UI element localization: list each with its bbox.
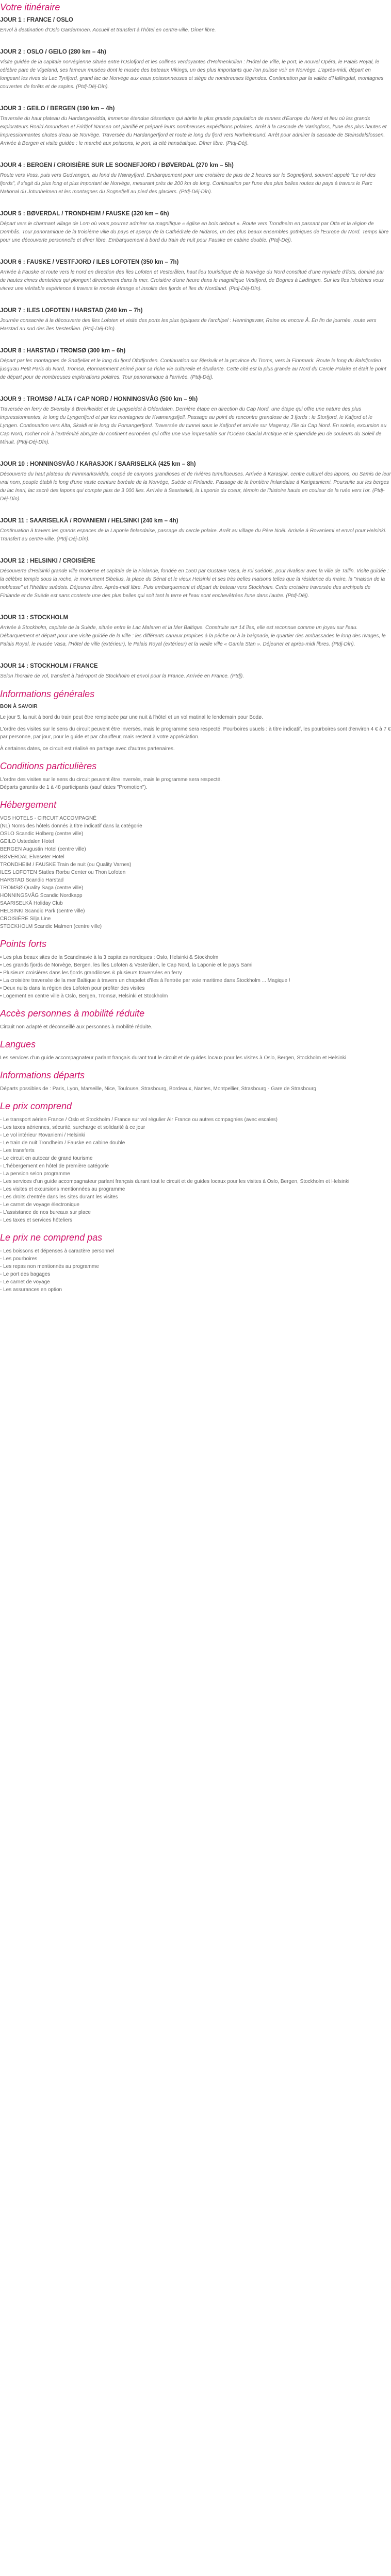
day-description: Arrivée à Stockholm, capitale de la Suède, située entre le Lac Malaren et la Mer Baltique. Construite sur 14 îles, elle est reconnue comme un joyau sur l'eau. Débarquement et départ pour une visite guidée de la ville : les différents canaux propices à la pêche ou à la baignade, le quartier des ambassades le long des rivages, le Palais Royal, le musée Vasa, l'Hôtel de ville (extérieur), le Palais Royal (extérieur) et la vieille ville « Gamla Stan ». Déjeuner et après-midi libres. (Ptdj-Dîn). (0, 625, 386, 647)
list-item: OSLO Scandic Holberg (centre ville) (0, 831, 84, 837)
info-paragraphs (0, 714, 391, 753)
included-list (0, 1116, 391, 1224)
highlights-list (0, 954, 391, 1000)
list-item: BERGEN Augustin Hotel (centre ville) (0, 846, 86, 852)
hotels-heading: Hébergement (0, 800, 57, 810)
list-item: TRONDHEIM / FAUSKE Train de nuit (ou Quality Varnes) (0, 862, 132, 868)
list-item: ILES LOFOTEN Statles Rorbu Center ou Thon Lofoten (0, 870, 126, 875)
list-item: • Logement en centre ville à Oslo, Bergen, Tromsø, Helsinki et Stockholm (0, 993, 168, 999)
list-item: - Le carnet de voyage électronique (0, 1202, 79, 1208)
list-item: STOCKHOLM Scandic Malmen (centre ville) (0, 924, 102, 929)
itinerary-day (0, 49, 391, 91)
day-description: Arrivée à Fauske et route vers le nord en direction des îles Lofoten et Vesterålen, haut lieu touristique de la Norvège du Nord constitué d'une myriade d'îlots, dominé par de hautes cimes dentelées qui plongent directement dans la mer. Croisière d'une heure dans le magnifique Vestfjord, de Bognes à Lødingen. Sur les îles lofotènes vous vivrez une véritable expérience à travers le monde étrange et insolite des fjords et îles du Nordland. (Ptdj-Déj-Dîn). (0, 269, 384, 292)
list-item: - Le circuit en autocar de grand tourisme (0, 1156, 93, 1161)
info-paragraph: À certaines dates, ce circuit est réalisé en partage avec d'autres partenaires. (0, 746, 175, 752)
list-item: - Le port des bagages (0, 1272, 51, 1277)
itinerary-day (0, 615, 391, 649)
itinerary-day (0, 558, 391, 600)
day-title: JOUR 5 : BØVERDAL / TRONDHEIM / FAUSKE (320 km – 6h) (0, 211, 169, 217)
day-description: Départ vers le charmant village de Lom où vous pourrez admirer sa magnifique « église en bois debout ». Route vers Trondheim en passant par Otta et la région de Dombås. Tour panoramique de la troisième ville du pays et aperçu de la Cathédrale de Nidaros, un des plus beaux ensembles gothiques de l'Europe du Nord. Temps libre pour une découverte personnelle et dîner libre. Embarquement à bord du train de nuit pour Fauske en cabine double. (Ptdj-Déj). (0, 221, 389, 243)
conditions-heading: Conditions particulières (0, 761, 97, 771)
departures-list (0, 1085, 391, 1093)
excluded-list (0, 1247, 391, 1294)
itinerary-heading: Votre itinéraire (0, 2, 60, 12)
day-description: Traversée en ferry de Svensby à Breivikeidet et de Lyngseidet à Olderdalen. Dernière étape en direction du Cap Nord, une étape qui offre une nature des plus impressionnantes, le long du Lyngenfjord et par les montagnes de Kvænangsfjell. Passage au point de rencontre grandiose de 3 fjords : le Storfjord, le Kafjord et le Lyngen. Continuation vers Alta, Skaidi et le long du Porsangerfjord. Traversée du tunnel sous le Kafjord et arrivée sur Magerøy, l'île du Cap Nord. En soirée, excursion au Cap Nord, rocher noir à l'extrémité abrupte du continent européen qui offre une vue imprenable sur l'Océan Glacial Arctique et le splendide jeu de couleurs du Soleil de Minuit. (Ptdj-Déj-Dîn). (0, 406, 387, 445)
day-title: JOUR 10 : HONNINGSVÅG / KARASJOK / SAARISELKÄ (425 km – 8h) (0, 461, 196, 467)
itinerary-day (0, 518, 391, 544)
day-description: Visite guidée de la capitale norvégienne située entre l'Oslofjord et les collines verdoyantes d'Holmenkollen : l'Hôtel de Ville, le port, le nouvel Opéra, le Palais Royal, le célèbre parc de Vigeland, ses fameux musées dont le musée des bateaux Vikings, un des plus importants que l'on puisse voir en Norvège. L'après-midi, départ en longeant les rives du Lac Tyrifjord, grand lac de Norvège aux eaux poissonneuses et siège de nombreuses légendes. Continuation par la vallée d'Hallingdal, montagnes couvertes de forêts et de sapins. (Ptdj-Déj-Dîn). (0, 59, 384, 90)
list-item: - Les taxes aériennes, sécurité, surcharge et solidarité à ce jour (0, 1125, 145, 1130)
list-item: - Les droits d'entrée dans les sites durant les visites (0, 1194, 118, 1200)
hotels-list (0, 815, 391, 930)
list-item: Circuit non adapté et déconseillé aux personnes à mobilité réduite. (0, 1024, 153, 1030)
list-item: - Les repas non mentionnés au programme (0, 1264, 99, 1269)
list-item: - Les boissons et dépenses à caractère personnel (0, 1248, 115, 1254)
itinerary-day (0, 663, 391, 681)
list-item: - Le vol intérieur Rovaniemi / Helsinki (0, 1132, 86, 1138)
list-item: • Plusieurs croisières dans les fjords grandiloses & plusieurs traversées en ferry (0, 970, 182, 976)
list-item: (NL) Noms des hôtels donnés à titre indicatif dans la catégorie (0, 823, 142, 829)
list-item: - Les services d'un guide accompagnateur parlant français durant tout le circuit et de guides locaux pour les visites à Oslo, Bergen, Stockholm et Helsinki (0, 1179, 350, 1184)
day-title: JOUR 13 : STOCKHOLM (0, 615, 69, 621)
itinerary-day (0, 348, 391, 382)
departures-heading: Informations départs (0, 1070, 85, 1080)
content (0, 2, 391, 1294)
list-item: - Les transferts (0, 1148, 35, 1154)
list-item: SAARISELKÄ Holiday Club (0, 901, 63, 906)
list-item: • Les plus beaux sites de la Scandinavie à la 3 capitales nordiques : Oslo, Helsinki & Stockholm (0, 955, 219, 960)
list-item: Départs possibles de : Paris, Lyon, Marseille, Nice, Toulouse, Strasbourg, Bordeaux, Nantes, Montpellier, Strasbourg - Gare de Strasbourg (0, 1086, 317, 1092)
day-description: Route vers Voss, puis vers Gudvangen, au fond du Nærøyfjord. Embarquement pour une croisière de plus de 2 heures sur le Sognefjord, souvent appelé "Le roi des fjords", il s'agit du plus long et plus important de Norvège, mesurant près de 200 km de long. Continuation par l'une des plus belles routes du pays à travers le Parc National du Jotunheimen et les montagnes du Sognefjell au pied des glaciers. (Ptdj-Déj-Dîn). (0, 173, 376, 195)
day-description: Découverte du haut plateau du Finnmarksvidda, coupé de canyons grandioses et de rivières tumultueuses. Arrivée à Karasjok, centre culturel des lapons, ou Samis de leur vrai nom, peuple établi le long d'une vaste ceinture boréale de la Norvège, Suède et Finlande. Passage de la frontière finlandaise à Karigasniemi. Poursuite sur les berges du lac Inari, lac sacré des lapons qui compte plus de 3 000 îles. Arrivée à Saariselkä, la Laponie du coeur, témoin de l'histoire haute en couleur de la ruée vers l'or. (Ptdj-Déj-Dîn). (0, 471, 391, 502)
itinerary-day (0, 17, 391, 35)
list-item: Départs garantis de 1 à 48 participants (sauf dates "Promotion"). (0, 785, 148, 790)
languages-heading: Langues (0, 1039, 36, 1049)
list-item: HONNINGSVÅG Scandic Nordkapp (0, 893, 83, 899)
list-item: - Les pourboires (0, 1256, 38, 1262)
list-item: - L'hébergement en hôtel de première catégorie (0, 1163, 109, 1169)
highlights-heading: Points forts (0, 939, 47, 949)
languages-list (0, 1054, 391, 1062)
list-item: - L'assistance de nos bureaux sur place (0, 1210, 91, 1215)
day-title: JOUR 7 : ILES LOFOTEN / HARSTAD (240 km – 7h) (0, 308, 143, 314)
day-description: Envol à destination d'Oslo Gardermoen. Accueil et transfert à l'hôtel en centre-ville. Dîner libre. (0, 27, 216, 33)
list-item: - Les assurances en option (0, 1287, 62, 1293)
included-heading: Le prix comprend (0, 1101, 72, 1111)
list-item: - Les taxes et services hôteliers (0, 1217, 73, 1223)
itinerary-day (0, 396, 391, 447)
list-item: • La croisière traversée de la mer Baltique à travers un chapelet d'îles à l'entrée par voie maritime dans Stockholm ... Magique ! (0, 978, 290, 984)
list-item: BØVERDAL Elveseter Hotel (0, 854, 64, 860)
day-title: JOUR 14 : STOCKHOLM / FRANCE (0, 663, 98, 669)
itinerary-day (0, 106, 391, 148)
itinerary-day (0, 162, 391, 196)
day-description: Traversée du haut plateau du Hardangervidda, immense étendue désertique qui abrite la plus grande population de rennes d'Europe du Nord et lieu où les grands explorateurs Roald Amundsen et Fridtjof Nansen ont planifié et préparé leurs nombreuses expéditions polaires. Arrêt à la cascade de Vøringfoss, l'une des plus hautes et impressionnantes chutes d'eau de Norvège. Traversée du Hardangerfjord et route le long du fjord vers Norheimsund. Arrêt pour admirer la cascade de Steinsdalsfossen. Arrivée à Bergen et visite guidée : le marché aux poissons, le port, la cité hanséatique. Dîner libre. (Ptdj-Déj). (0, 116, 387, 146)
day-description: Continuation à travers les grands espaces de la Laponie finlandaise, passage du cercle polaire. Arrêt au village du Père Noël. Arrivée à Rovaniemi et envol pour Helsinki. Transfert au centre-ville. (Ptdj-Déj-Dîn). (0, 528, 387, 542)
day-title: JOUR 9 : TROMSØ / ALTA / CAP NORD / HONNINGSVÅG (500 km – 9h) (0, 396, 198, 402)
day-title: JOUR 3 : GEILO / BERGEN (190 km – 4h) (0, 106, 115, 112)
info-paragraph: Le jour 5, la nuit à bord du train peut être remplacée par une nuit à l'hôtel et un vol matinal le lendemain pour Bodø. (0, 715, 263, 720)
list-item: HELSINKI Scandic Park (centre ville) (0, 908, 85, 914)
list-item: GEILO Ustedalen Hotel (0, 839, 54, 844)
info-paragraph: L'ordre des visites sur le sens du circuit peuvent être inversés, mais le programme sera respecté. Pourboires usuels : à titre indicatif, les pourboires sont d'environ 4 € à 7 € par personne, par jour, pour le guide et par chauffeur, mais restent à votre appréciation. (0, 726, 391, 740)
list-item: - Le transport aérien France / Oslo et Stockholm / France sur vol régulier Air France ou autres compagnies (avec escales) (0, 1117, 278, 1123)
itinerary-days (0, 17, 391, 681)
conditions-list (0, 776, 391, 791)
day-title: JOUR 12 : HELSINKI / CROISIÈRE (0, 558, 95, 564)
info-heading: Informations générales (0, 689, 95, 699)
list-item: VOS HOTELS - CIRCUIT ACCOMPAGNÉ (0, 816, 96, 821)
list-item: Les services d'un guide accompagnateur parlant français durant tout le circuit et de guides locaux pour les visites à Oslo, Bergen, Stockholm et Helsinki (0, 1055, 347, 1061)
list-item: - Les visites et excursions mentionnées au programme (0, 1187, 125, 1192)
day-description: Découverte d'Helsinki grande ville moderne et capitale de la Finlande, fondée en 1550 par Gustave Vasa, le roi suédois, pour rivaliser avec la ville de Tallin. Visite guidée : la célèbre temple sous la roche, le monument Sibelius, la place du Sénat et le vieux Helsinki et ses très belles maisons telles que la résidence du maire, la "maison de la noblesse" et l'théâtre suédois. Déjeuner libre. Après-midi libre. Puis embarquement et départ du bateau vers Stockholm. Cette croisière traversée des archipels de Finlande et de Suède est sans conteste une des plus belles qui soit tant la terre et l'eau sont enchevêtrées l'une dans l'autre. (Ptdj-Déj). (0, 568, 389, 599)
access-list (0, 1023, 391, 1031)
day-title: JOUR 4 : BERGEN / CROISIÈRE SUR LE SOGNEFJORD / BØVERDAL (270 km – 5h) (0, 162, 234, 168)
list-item: HARSTAD Scandic Harstad (0, 877, 64, 883)
list-item: TROMSØ Quality Saga (centre ville) (0, 885, 84, 891)
itinerary-day (0, 211, 391, 245)
day-description: Selon l'horaire de vol, transfert à l'aéroport de Stockholm et envol pour la France. Arrivée en France. (Ptdj). (0, 673, 245, 679)
access-heading: Accès personnes à mobilité réduite (0, 1008, 145, 1019)
excluded-heading: Le prix ne comprend pas (0, 1232, 103, 1243)
list-item: - Le carnet de voyage (0, 1279, 50, 1285)
info-block-title: BON À SAVOIR (0, 704, 38, 709)
day-title: JOUR 8 : HARSTAD / TROMSØ (300 km – 6h) (0, 348, 126, 354)
day-title: JOUR 11 : SAARISELKÄ / ROVANIEMI / HELSINKI (240 km – 4h) (0, 518, 178, 524)
itinerary-day (0, 308, 391, 333)
day-title: JOUR 1 : FRANCE / OSLO (0, 17, 73, 23)
day-title: JOUR 6 : FAUSKE / VESTFJORD / ILES LOFOTEN (350 km – 7h) (0, 259, 179, 265)
day-description: Journée consacrée à la découverte des îles Lofoten et visite des ports les plus typiques de l'archipel : Henningsvær, Reine ou encore Å. En fin de journée, route vers Harstad au sud des îles Vesterålen. (Ptdj-Déj-Dîn). (0, 318, 377, 332)
list-item: CROISIÈRE Silja Line (0, 916, 51, 922)
itinerary-day (0, 259, 391, 293)
list-item: - La pension selon programme (0, 1171, 70, 1177)
list-item: • Les grands fjords de Norvège, Bergen, les îles Lofoten & Vesterålen, le Cap Nord, la Laponie et le pays Sami (0, 962, 253, 968)
list-item: - Le train de nuit Trondheim / Fauske en cabine double (0, 1140, 125, 1146)
itinerary-day (0, 461, 391, 503)
day-title: JOUR 2 : OSLO / GEILO (280 km – 4h) (0, 49, 106, 55)
day-description: Départ par les montagnes de Snøfjellet et le long du fjord Ofotfjorden. Continuation sur Bjerkvik et la province du Troms, vers la Finnmark. Route le long du Balsfjorden jusqu'au Petit Paris du Nord, Tromsø, étonnamment animé pour sa riche vie culturelle et étudiante. Cette cité est la plus grande au Nord du Cercle Polaire et était le point de départ pour de nombreuses explorations polaires. Tour panoramique à l'arrivée. (Ptdj-Déj). (0, 358, 386, 380)
list-item: L'ordre des visites sur le sens du circuit peuvent être inversés, mais le programme sera respecté. (0, 777, 222, 783)
list-item: • Deux nuits dans la région des Lofoten pour profiter des visites (0, 986, 145, 991)
